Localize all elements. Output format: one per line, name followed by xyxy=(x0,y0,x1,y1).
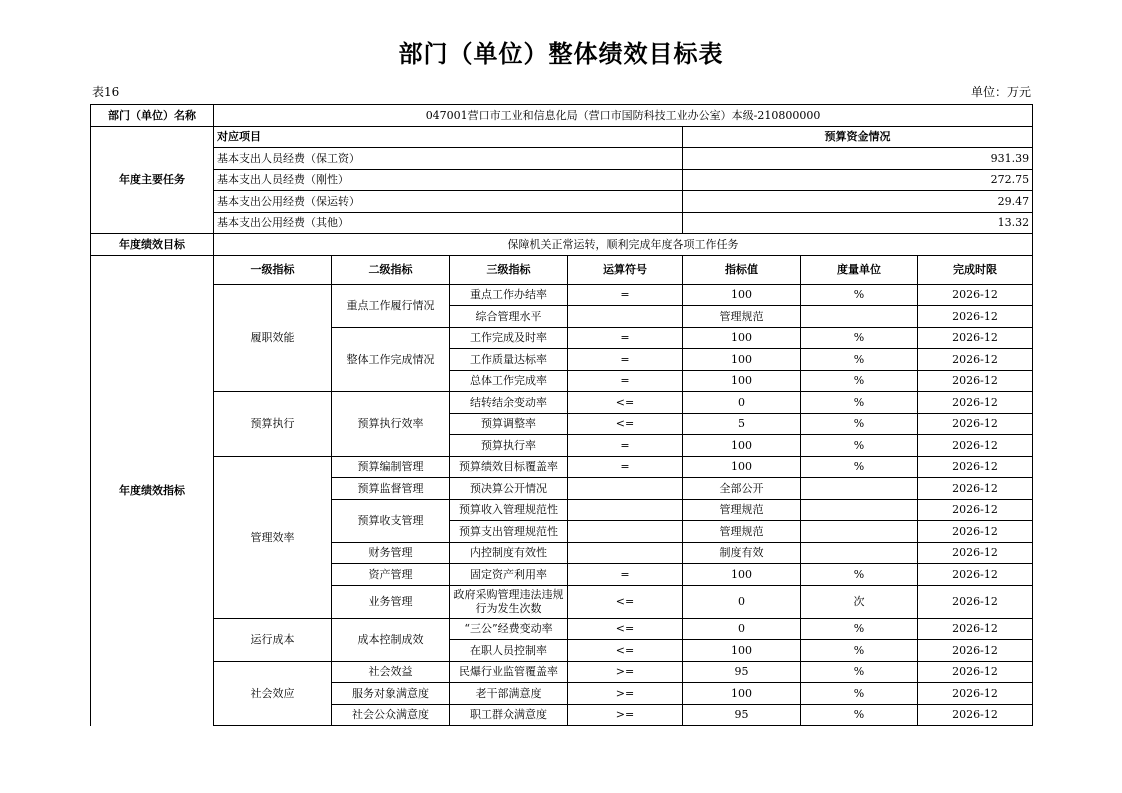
operator xyxy=(568,499,683,521)
l2-indicator: 社会效益 xyxy=(332,661,450,683)
measure-unit: % xyxy=(801,370,918,392)
operator xyxy=(568,478,683,500)
operator: <= xyxy=(568,585,683,618)
header-l2: 二级指标 xyxy=(332,255,450,284)
l2-indicator: 预算收支管理 xyxy=(332,499,450,542)
l3-indicator: 老干部满意度 xyxy=(450,683,568,705)
l3-indicator: 预算支出管理规范性 xyxy=(450,521,568,543)
target-value: 100 xyxy=(683,640,801,662)
deadline: 2026-12 xyxy=(918,661,1033,683)
table-number: 表16 xyxy=(92,85,120,99)
l2-indicator: 预算编制管理 xyxy=(332,456,450,478)
l3-indicator: 预算执行率 xyxy=(450,435,568,457)
operator: = xyxy=(568,349,683,371)
l2-indicator: 预算监督管理 xyxy=(332,478,450,500)
deadline: 2026-12 xyxy=(918,284,1033,306)
deadline: 2026-12 xyxy=(918,542,1033,564)
header-unit: 度量单位 xyxy=(801,255,918,284)
l2-indicator: 整体工作完成情况 xyxy=(332,327,450,392)
target-value: 管理规范 xyxy=(683,306,801,328)
target-value: 100 xyxy=(683,564,801,586)
l3-indicator: 综合管理水平 xyxy=(450,306,568,328)
operator xyxy=(568,542,683,564)
task-item: 基本支出公用经费（其他） xyxy=(214,212,683,234)
operator: >= xyxy=(568,661,683,683)
operator: >= xyxy=(568,683,683,705)
deadline: 2026-12 xyxy=(918,456,1033,478)
deadline: 2026-12 xyxy=(918,392,1033,414)
goal-label: 年度绩效目标 xyxy=(91,234,214,256)
target-value: 100 xyxy=(683,349,801,371)
dept-label: 部门（单位）名称 xyxy=(91,105,214,127)
target-value: 100 xyxy=(683,327,801,349)
page-title: 部门（单位）整体绩效目标表 xyxy=(398,39,724,68)
operator: <= xyxy=(568,640,683,662)
l3-indicator: 工作完成及时率 xyxy=(450,327,568,349)
measure-unit: % xyxy=(801,413,918,435)
measure-unit: % xyxy=(801,456,918,478)
l2-indicator: 业务管理 xyxy=(332,585,450,618)
operator: = xyxy=(568,564,683,586)
goal-value: 保障机关正常运转，顺利完成年度各项工作任务 xyxy=(214,234,1033,256)
l3-indicator: 工作质量达标率 xyxy=(450,349,568,371)
operator: = xyxy=(568,456,683,478)
deadline: 2026-12 xyxy=(918,704,1033,726)
l2-indicator: 重点工作履行情况 xyxy=(332,284,450,327)
task-item: 基本支出人员经费（刚性） xyxy=(214,169,683,191)
tasks-col-fund: 预算资金情况 xyxy=(683,126,1033,148)
task-item: 基本支出公用经费（保运转） xyxy=(214,191,683,213)
target-value: 5 xyxy=(683,413,801,435)
l3-indicator: 预算调整率 xyxy=(450,413,568,435)
header-deadline: 完成时限 xyxy=(918,255,1033,284)
measure-unit: % xyxy=(801,435,918,457)
deadline: 2026-12 xyxy=(918,683,1033,705)
operator: <= xyxy=(568,618,683,640)
task-fund: 29.47 xyxy=(683,191,1033,213)
header-l1: 一级指标 xyxy=(214,255,332,284)
table-row xyxy=(91,284,1033,306)
measure-unit xyxy=(801,306,918,328)
l2-indicator: 服务对象满意度 xyxy=(332,683,450,705)
l2-indicator: 成本控制成效 xyxy=(332,618,450,661)
measure-unit: % xyxy=(801,349,918,371)
l3-indicator: 预算绩效目标覆盖率 xyxy=(450,456,568,478)
l3-indicator: 结转结余变动率 xyxy=(450,392,568,414)
l3-indicator: 预决算公开情况 xyxy=(450,478,568,500)
table-row xyxy=(91,392,1033,414)
measure-unit xyxy=(801,521,918,543)
measure-unit: 次 xyxy=(801,585,918,618)
tasks-label: 年度主要任务 xyxy=(91,126,214,234)
l3-indicator: 总体工作完成率 xyxy=(450,370,568,392)
deadline: 2026-12 xyxy=(918,327,1033,349)
l3-indicator: 内控制度有效性 xyxy=(450,542,568,564)
operator xyxy=(568,521,683,543)
header-l3: 三级指标 xyxy=(450,255,568,284)
l3-indicator: 预算收入管理规范性 xyxy=(450,499,568,521)
target-value: 0 xyxy=(683,392,801,414)
l1-indicator: 管理效率 xyxy=(214,456,332,618)
table-row xyxy=(91,618,1033,640)
target-value: 100 xyxy=(683,435,801,457)
deadline: 2026-12 xyxy=(918,370,1033,392)
target-value: 95 xyxy=(683,704,801,726)
l3-indicator: 在职人员控制率 xyxy=(450,640,568,662)
target-value: 100 xyxy=(683,456,801,478)
target-value: 全部公开 xyxy=(683,478,801,500)
measure-unit xyxy=(801,499,918,521)
l2-indicator: 财务管理 xyxy=(332,542,450,564)
operator: = xyxy=(568,370,683,392)
l3-indicator: 固定资产利用率 xyxy=(450,564,568,586)
deadline: 2026-12 xyxy=(918,564,1033,586)
measure-unit: % xyxy=(801,704,918,726)
measure-unit: % xyxy=(801,392,918,414)
measure-unit: % xyxy=(801,327,918,349)
deadline: 2026-12 xyxy=(918,521,1033,543)
dept-value: 047001营口市工业和信息化局（营口市国防科技工业办公室）本级-210800000 xyxy=(214,105,1033,127)
header-operator: 运算符号 xyxy=(568,255,683,284)
measure-unit: % xyxy=(801,564,918,586)
measure-unit: % xyxy=(801,683,918,705)
l1-indicator: 预算执行 xyxy=(214,392,332,457)
deadline: 2026-12 xyxy=(918,499,1033,521)
l1-indicator: 履职效能 xyxy=(214,284,332,392)
deadline: 2026-12 xyxy=(918,435,1033,457)
deadline: 2026-12 xyxy=(918,349,1033,371)
measure-unit: % xyxy=(801,661,918,683)
l3-indicator: 重点工作办结率 xyxy=(450,284,568,306)
deadline: 2026-12 xyxy=(918,413,1033,435)
l1-indicator: 运行成本 xyxy=(214,618,332,661)
target-value: 管理规范 xyxy=(683,521,801,543)
measure-unit: % xyxy=(801,284,918,306)
header-value: 指标值 xyxy=(683,255,801,284)
l3-indicator: 民爆行业监管覆盖率 xyxy=(450,661,568,683)
unit-label: 单位：万元 xyxy=(970,85,1031,99)
target-value: 100 xyxy=(683,284,801,306)
measure-unit xyxy=(801,542,918,564)
performance-table xyxy=(90,104,1033,726)
operator: = xyxy=(568,284,683,306)
target-value: 0 xyxy=(683,618,801,640)
target-value: 管理规范 xyxy=(683,499,801,521)
operator: <= xyxy=(568,413,683,435)
deadline: 2026-12 xyxy=(918,640,1033,662)
deadline: 2026-12 xyxy=(918,306,1033,328)
operator: >= xyxy=(568,704,683,726)
operator: = xyxy=(568,435,683,457)
target-value: 0 xyxy=(683,585,801,618)
table-row xyxy=(91,661,1033,683)
target-value: 100 xyxy=(683,370,801,392)
operator: <= xyxy=(568,392,683,414)
task-fund: 931.39 xyxy=(683,148,1033,170)
operator xyxy=(568,306,683,328)
deadline: 2026-12 xyxy=(918,585,1033,618)
l1-indicator: 社会效应 xyxy=(214,661,332,726)
measure-unit xyxy=(801,478,918,500)
measure-unit: % xyxy=(801,618,918,640)
deadline: 2026-12 xyxy=(918,478,1033,500)
l2-indicator: 社会公众满意度 xyxy=(332,704,450,726)
l3-indicator: 职工群众满意度 xyxy=(450,704,568,726)
target-value: 制度有效 xyxy=(683,542,801,564)
task-item: 基本支出人员经费（保工资） xyxy=(214,148,683,170)
target-value: 100 xyxy=(683,683,801,705)
l2-indicator: 资产管理 xyxy=(332,564,450,586)
table-row xyxy=(91,456,1033,478)
indicators-label: 年度绩效指标 xyxy=(91,255,214,726)
deadline: 2026-12 xyxy=(918,618,1033,640)
task-fund: 272.75 xyxy=(683,169,1033,191)
l2-indicator: 预算执行效率 xyxy=(332,392,450,457)
l3-indicator: “三公”经费变动率 xyxy=(450,618,568,640)
tasks-col-item: 对应项目 xyxy=(214,126,683,148)
task-fund: 13.32 xyxy=(683,212,1033,234)
measure-unit: % xyxy=(801,640,918,662)
l3-indicator: 政府采购管理违法违规行为发生次数 xyxy=(450,585,568,618)
target-value: 95 xyxy=(683,661,801,683)
operator: = xyxy=(568,327,683,349)
